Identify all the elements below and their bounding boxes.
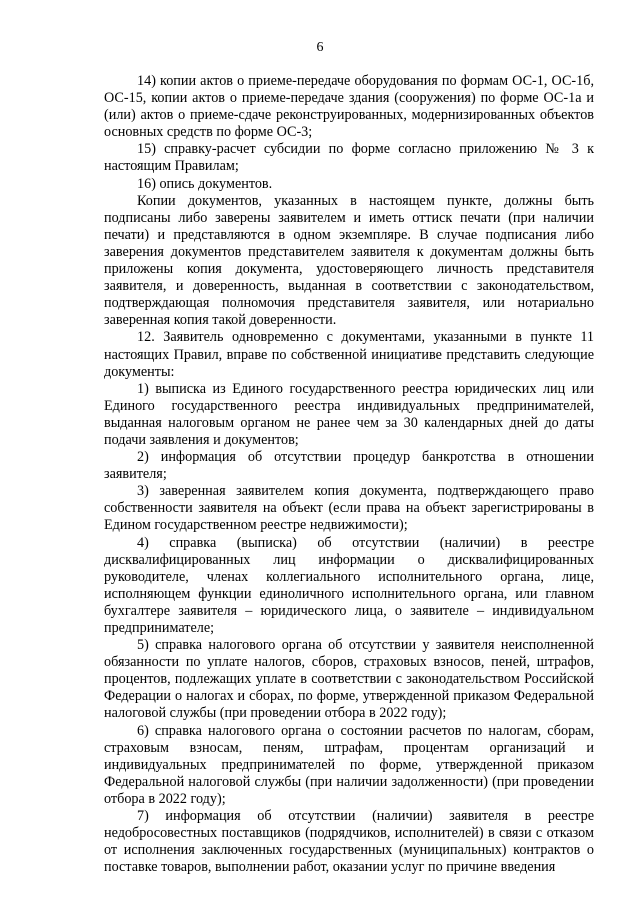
document-body [104,73,594,876]
paragraph-list-item-6: 6) справка налогового органа о состоянии расчетов по налогам, сборам, страховым взносам, пеням, штрафам, процентам организаций и индивидуальных предпринимателей по форме, утвержденной приказом Федеральной налоговой службы (при наличии задолженности) (при проведении отбора в 2022 году); [104,722,594,807]
paragraph-list-item-5: 5) справка налогового органа об отсутствии у заявителя неисполненной обязанности по уплате налогов, сборов, страховых взносов, пеней, штрафов, процентов, подлежащих уплате в соответствии с законодательством Российской Федерации о налогах и сборах, по форме, утвержденной приказом Федеральной налоговой службы (при проведении отбора в 2022 году); [104,637,594,722]
paragraph-clause-12: 12. Заявитель одновременно с документами, указанными в пункте 11 настоящих Правил, вправе по собственной инициативе представить следующие документы: [104,329,594,380]
paragraph-list-item-7: 7) информация об отсутствии (наличии) заявителя в реестре недобросовестных поставщиков (подрядчиков, исполнителей) в связи с отказом от исполнения заключенных государственных (муниципальных) контрактов о поставке товаров, выполнении работ, оказании услуг по причине введения [104,808,594,876]
paragraph-list-item-2: 2) информация об отсутствии процедур банкротства в отношении заявителя; [104,449,594,483]
paragraph-item-16: 16) опись документов. [137,175,273,192]
paragraph-item-14: 14) копии актов о приеме-передаче оборудования по формам ОС-1, ОС-1б, ОС-15, копии актов о приеме-передаче здания (сооружения) по форме ОС-1а и (или) актов о приеме-сдаче реконструированных, модернизированных объектов основных средств по форме ОС-3; [104,73,594,141]
paragraph-item-15: 15) справку-расчет субсидии по форме согласно приложению № 3 к настоящим Правилам; [104,141,594,175]
paragraph-list-item-1: 1) выписка из Единого государственного реестра юридических лиц или Единого государственного реестра индивидуальных предпринимателей, выданная налоговым органом не ранее чем за 30 календарных дней до даты подачи заявления и документов; [104,380,594,448]
paragraph-list-item-4: 4) справка (выписка) об отсутствии (наличии) в реестре дисквалифицированных лиц информации о дисквалифицированных руководителе, членах коллегиального исполнительного органа, лице, исполняющем функции единоличного исполнительного органа, или главном бухгалтере заявителя – юридического лица, о заявителе – индивидуальном предпринимателе; [104,534,594,636]
paragraph-list-item-3: 3) заверенная заявителем копия документа, подтверждающего право собственности заявителя на объект (если права на объект зарегистрированы в Едином государственном реестре недвижимости); [104,483,594,534]
paragraph-copies-requirements: Копии документов, указанных в настоящем пункте, должны быть подписаны либо заверены заявителем и иметь оттиск печати (при наличии печати) и представляются в одном экземпляре. В случае подписания либо заверения документов представителем заявителя к документам должны быть приложены копия документа, удостоверяющего личность представителя заявителя, и доверенность, выданная в соответствии с законодательством, подтверждающая полномочия представителя заявителя, или нотариально заверенная копия такой доверенности. [104,192,594,329]
page-number: 6 [316,40,324,55]
